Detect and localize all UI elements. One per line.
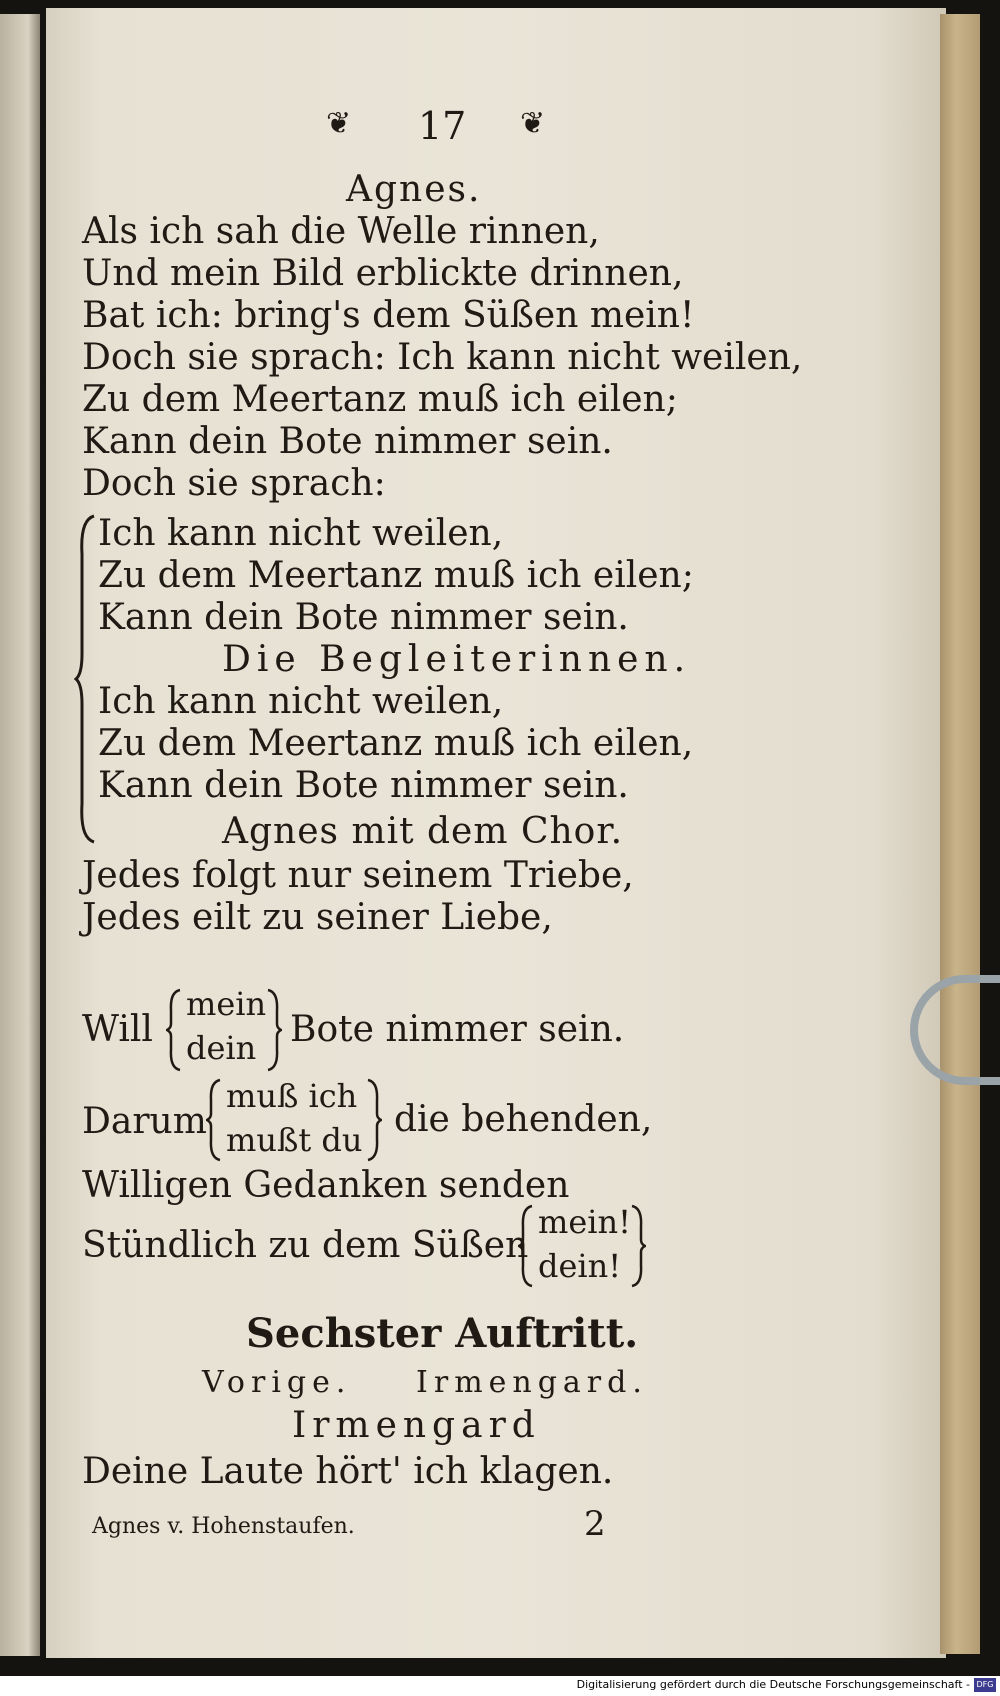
stuendlich-alt-dein: dein! [538, 1247, 622, 1285]
verse-line: Doch sie sprach: [82, 463, 386, 504]
speaker-agnes-chor: Agnes mit dem Chor. [222, 811, 624, 852]
brace-close [366, 1078, 382, 1162]
brace-open [518, 1204, 534, 1288]
verse-line: Deine Laute hört' ich klagen. [82, 1451, 614, 1492]
will-lead: Will [82, 1009, 153, 1050]
verse-line: Kann dein Bote nimmer sein. [98, 765, 629, 806]
darum-rest: die behenden, [394, 1099, 653, 1140]
brace-open [166, 988, 182, 1072]
will-rest: Bote nimmer sein. [290, 1009, 625, 1050]
brace-close [266, 988, 282, 1072]
stuendlich-alt-mein: mein! [538, 1203, 631, 1241]
verse-line: Kann dein Bote nimmer sein. [98, 597, 629, 638]
verse-line: Ich kann nicht weilen, [98, 513, 504, 554]
ornament-left-icon: ❦ [326, 106, 352, 141]
speaker-begleiterinnen: Die Begleiterinnen. [222, 639, 692, 680]
speaker-agnes: Agnes. [346, 169, 482, 210]
ornament-right-icon: ❦ [520, 106, 546, 141]
will-alt-mein: mein [186, 985, 267, 1023]
cast-vorige: Vorige. [202, 1365, 352, 1400]
verse-line: Jedes folgt nur seinem Triebe, [82, 855, 634, 896]
facing-page-edge [0, 14, 40, 1656]
page-header [46, 104, 946, 148]
verse-line: Willigen Gedanken senden [82, 1165, 570, 1206]
book-page [46, 8, 946, 1658]
darum-alt-muss-ich: muß ich [226, 1077, 358, 1115]
verse-line: Als ich sah die Welle rinnen, [82, 211, 600, 252]
brace-close [630, 1204, 646, 1288]
dfg-logo: DFG [974, 1678, 996, 1692]
signature-mark: Agnes v. Hohenstaufen. [92, 1514, 355, 1539]
verse-line: Bat ich: bring's dem Süßen mein! [82, 295, 695, 336]
brace-open [206, 1078, 222, 1162]
sheet-number: 2 [584, 1504, 606, 1544]
will-alt-dein: dein [186, 1029, 257, 1067]
verse-line: Kann dein Bote nimmer sein. [82, 421, 613, 462]
verse-line: Ich kann nicht weilen, [98, 681, 504, 722]
verse-line: Doch sie sprach: Ich kann nicht weilen, [82, 337, 803, 378]
darum-alt-musst-du: mußt du [226, 1121, 363, 1159]
cast-irmengard: Irmengard. [416, 1365, 648, 1400]
page-fore-edge [940, 14, 980, 1654]
speaker-irmengard: Irmengard [292, 1405, 541, 1446]
verse-line: Zu dem Meertanz muß ich eilen; [98, 555, 694, 596]
verse-line: Und mein Bild erblickte drinnen, [82, 253, 684, 294]
page-number: 17 [418, 104, 467, 148]
verse-line: Zu dem Meertanz muß ich eilen, [98, 723, 694, 764]
verse-line: Zu dem Meertanz muß ich eilen; [82, 379, 678, 420]
verse-line: Jedes eilt zu seiner Liebe, [82, 897, 553, 938]
left-brace-large [74, 514, 98, 844]
credit-bar [0, 1676, 1000, 1696]
credit-text: Digitalisierung gefördert durch die Deutsche Forschungsgemeinschaft - [576, 1678, 970, 1691]
scene-title: Sechster Auftritt. [246, 1310, 639, 1357]
stuendlich-lead: Stündlich zu dem Süßen [82, 1225, 529, 1266]
darum-lead: Darum [82, 1101, 207, 1142]
